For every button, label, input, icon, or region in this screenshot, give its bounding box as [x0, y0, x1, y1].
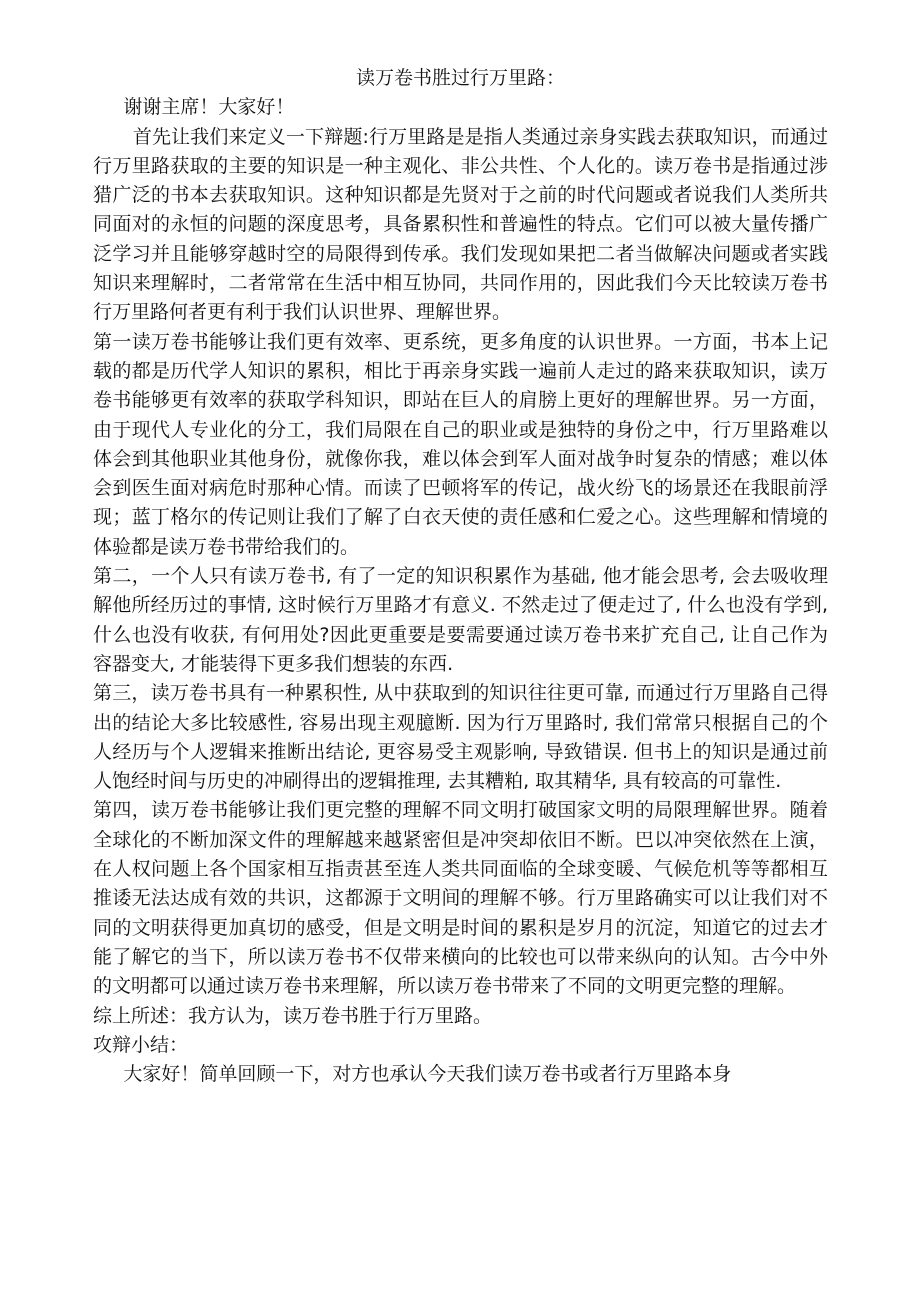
paragraph-conclusion: 综上所述：我方认为，读万卷书胜于行万里路。 [93, 1004, 493, 1027]
paragraph-point-three: 第三，读万卷书具有一种累积性, 从中获取到的知识往往更可靠, 而通过行万里路自己得出的结论大多比较感性, 容易出现主观臆断. 因为行万里路时, 我们常常只根据自己的个人经历与个人逻辑来推断出结论, 更容易受主观影响, 导致错误. 但书上的知识是通过前人饱经时间与历史的冲刷得出的逻辑推理, 去其糟粕, 取其精华, 具有较高的可靠性. [93, 682, 828, 793]
document-page [93, 64, 828, 1089]
paragraph-point-one: 第一读万卷书能够让我们更有效率、更系统，更多角度的认识世界。一方面，书本上记载的都是历代学人知识的累积，相比于再亲身实践一遍前人走过的路来获取知识，读万卷书能够更有效率的获取学科知识，即站在巨人的肩膀上更好的理解世界。另一方面，由于现代人专业化的分工，我们局限在自己的职业或是独特的身份之中，行万里路难以体会到其他职业其他身份，就像你我，难以体会到军人面对战争时复杂的情感；难以体会到医生面对病危时那种心情。而读了巴顿将军的传记，战火纷飞的场景还在我眼前浮现；蓝丁格尔的传记则让我们了解了白衣天使的责任感和仁爱之心。这些理解和情境的体验都是读万卷书带给我们的。 [93, 330, 828, 558]
document-title: 读万卷书胜过行万里路： [355, 67, 565, 89]
paragraph-point-four: 第四，读万卷书能够让我们更完整的理解不同文明打破国家文明的局限理解世界。随着全球化的不断加深文件的理解越来越紧密但是冲突却依旧不断。巴以冲突依然在上演，在人权问题上各个国家相互指责甚至连人类共同面临的全球变暖、气候危机等等都相互推诿无法达成有效的共识，这都源于文明间的理解不够。行万里路确实可以让我们对不同的文明获得更加真切的感受，但是文明是时间的累积是岁月的沉淀，知道它的过去才能了解它的当下，所以读万卷书不仅带来横向的比较也可以带来纵向的认知。古今中外的文明都可以通过读万卷书来理解，所以读万卷书带来了不同的文明更完整的理解。 [93, 799, 828, 998]
section-heading-summary: 攻辩小结： [93, 1033, 189, 1056]
paragraph-definition: 首先让我们来定义一下辩题:行万里路是是指人类通过亲身实践去获取知识，而通过行万里路获取的主要的知识是一种主观化、非公共性、个人化的。读万卷书是指通过涉猎广泛的书本去获取知识。这种知识都是先贤对于之前的时代问题或者说我们人类所共同面对的永恒的问题的深度思考，具备累积性和普遍性的特点。它们可以被大量传播广泛学习并且能够穿越时空的局限得到传承。我们发现如果把二者当做解决问题或者实践知识来理解时，二者常常在生活中相互协同，共同作用的，因此我们今天比较读万卷书行万里路何者更有利于我们认识世界、理解世界。 [93, 125, 828, 324]
paragraph-point-two: 第二，一个人只有读万卷书, 有了一定的知识积累作为基础, 他才能会思考, 会去吸收理解他所经历过的事情, 这时候行万里路才有意义. 不然走过了便走过了, 什么也没有学到, 什么也没有收获, 有何用处?因此更重要是要需要通过读万卷书来扩充自己, 让自己作为容器变大, 才能装得下更多我们想装的东西. [93, 565, 828, 675]
paragraph-summary: 大家好！简单回顾一下，对方也承认今天我们读万卷书或者行万里路本身 [123, 1063, 732, 1086]
greeting: 谢谢主席！大家好！ [123, 96, 295, 119]
